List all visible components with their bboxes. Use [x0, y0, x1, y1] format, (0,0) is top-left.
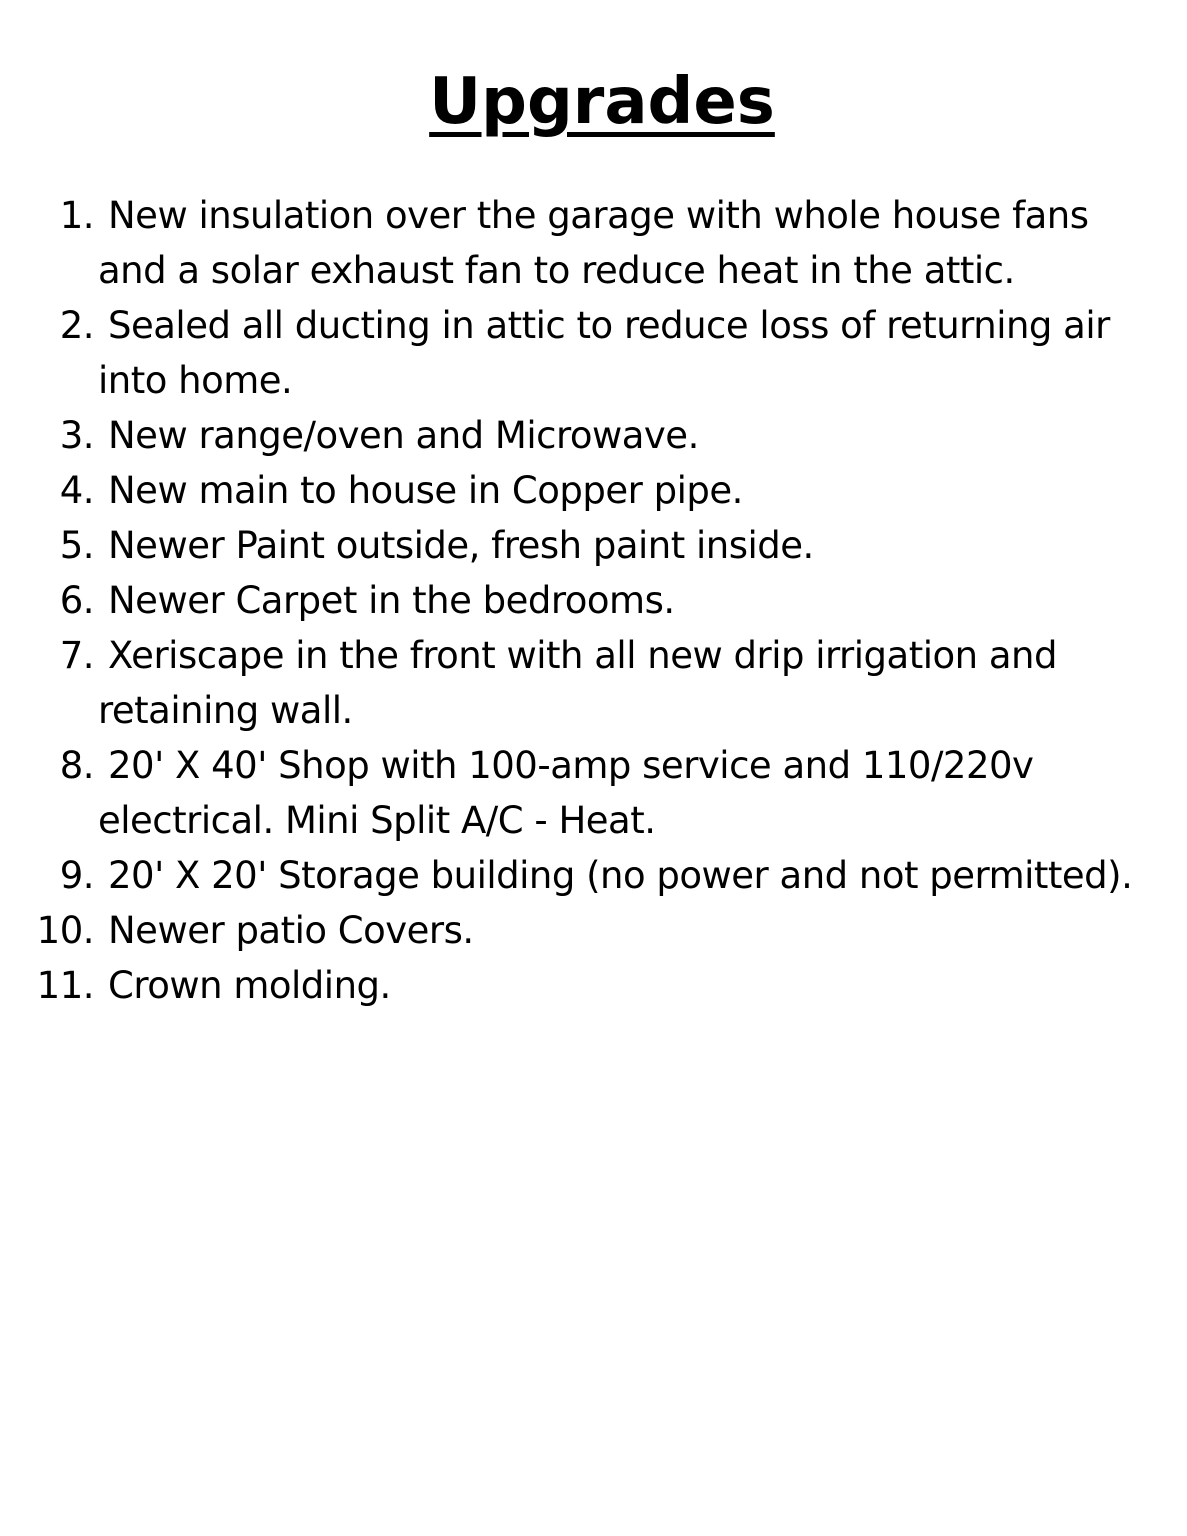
- list-item-text: Newer Paint outside, fresh paint inside.: [108, 524, 814, 567]
- list-item-text: Xeriscape in the front with all new drip irrigation and retaining wall.: [98, 634, 1057, 732]
- list-item: [0, 738, 1187, 848]
- list-item: [0, 188, 1187, 298]
- list-item-number: 11.: [36, 964, 94, 1007]
- list-item: [0, 958, 1187, 1013]
- list-item-number: 4.: [59, 469, 94, 512]
- list-item: [0, 298, 1187, 408]
- page-title: [0, 62, 1187, 142]
- list-item-text: Crown molding.: [108, 964, 391, 1007]
- list-item-number: 6.: [59, 579, 94, 622]
- list-item-number: 9.: [59, 854, 94, 897]
- page-title-text: Upgrades: [429, 65, 775, 139]
- list-item: [0, 518, 1187, 573]
- upgrades-list: [0, 188, 1187, 1013]
- list-item-number: 2.: [59, 304, 94, 347]
- list-item-number: 1.: [59, 194, 94, 237]
- list-item-number: 8.: [59, 744, 94, 787]
- list-item-number: 7.: [59, 634, 94, 677]
- list-item: [0, 848, 1187, 903]
- list-item-text: Newer patio Covers.: [108, 909, 474, 952]
- list-item-number: 10.: [36, 909, 94, 952]
- list-item: [0, 903, 1187, 958]
- list-item-text: New insulation over the garage with whole house fans and a solar exhaust fan to reduce heat in the attic.: [98, 194, 1089, 292]
- list-item: [0, 408, 1187, 463]
- list-item-text: Sealed all ducting in attic to reduce loss of returning air into home.: [98, 304, 1110, 402]
- list-item: [0, 463, 1187, 518]
- list-item-text: 20' X 40' Shop with 100-amp service and 110/220v electrical. Mini Split A/C - Heat.: [98, 744, 1034, 842]
- list-item: [0, 628, 1187, 738]
- list-item-text: New range/oven and Microwave.: [108, 414, 699, 457]
- list-item-text: Newer Carpet in the bedrooms.: [108, 579, 675, 622]
- list-item-number: 5.: [59, 524, 94, 567]
- list-item: [0, 573, 1187, 628]
- list-item-text: 20' X 20' Storage building (no power and not permitted).: [108, 854, 1133, 897]
- list-item-number: 3.: [59, 414, 94, 457]
- list-item-text: New main to house in Copper pipe.: [108, 469, 743, 512]
